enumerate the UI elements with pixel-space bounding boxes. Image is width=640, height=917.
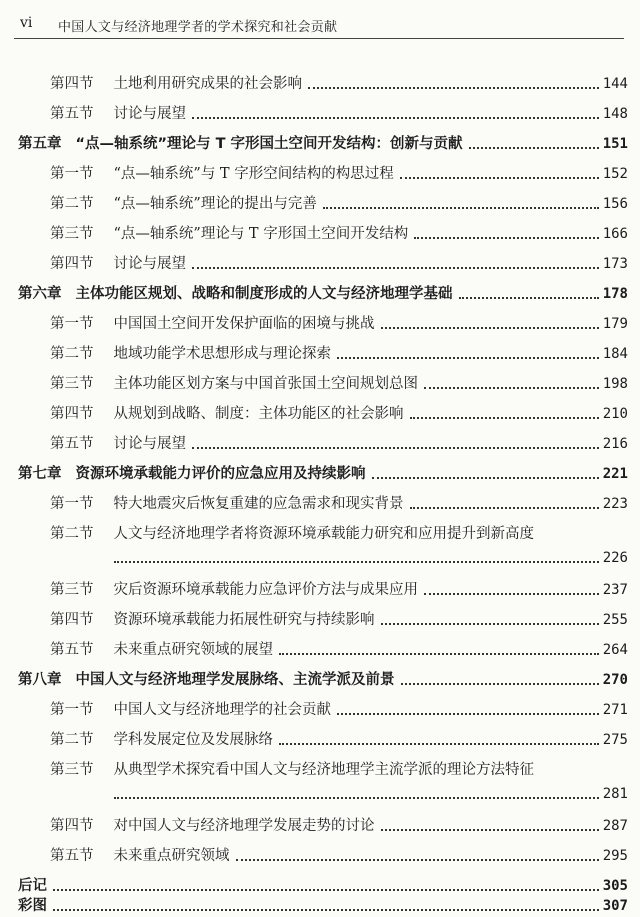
toc-entry-section (0, 842, 640, 866)
chapter-number: 第五章 (18, 136, 62, 152)
toc-entry-continuation (0, 782, 640, 804)
dot-leader (337, 713, 599, 715)
section-number: 第四节 (50, 406, 94, 422)
entry-page: 198 (602, 376, 628, 392)
toc-entry-section (0, 726, 640, 750)
entry-page: 144 (602, 76, 628, 92)
dot-leader (279, 653, 599, 655)
entry-title: 地域功能学术思想形成与理论探索 (113, 346, 331, 362)
dot-leader (308, 87, 599, 89)
dot-leader (410, 507, 599, 509)
entry-title: 特大地震灾后恢复重建的应急需求和现实背景 (113, 496, 404, 512)
entry-page: 152 (602, 166, 628, 182)
entry-page: 270 (602, 672, 628, 688)
entry-title: 讨论与展望 (113, 256, 186, 272)
entry-page: 255 (602, 612, 628, 628)
dot-leader (323, 207, 599, 209)
toc-entry-chapter (0, 666, 640, 690)
entry-title: 人文与经济地理学者将资源环境承载能力研究和应用提升到新高度 (113, 526, 534, 542)
section-number: 第一节 (50, 316, 94, 332)
entry-page: 210 (602, 406, 628, 422)
section-number: 第五节 (50, 106, 94, 122)
entry-title: 未来重点研究领域 (113, 848, 230, 864)
dot-leader (114, 797, 599, 799)
dot-leader (192, 117, 599, 119)
dot-leader (192, 447, 599, 449)
section-number: 第五节 (50, 436, 94, 452)
entry-title: “点—轴系统”与 T 字形空间结构的构思过程 (113, 166, 394, 182)
entry-page: 223 (602, 496, 628, 512)
entry-title: “点—轴系统”理论与 T 字形国土空间开发结构：创新与贡献 (75, 136, 463, 152)
entry-title: 资源环境承载能力拓展性研究与持续影响 (113, 612, 375, 628)
toc-entry-section (0, 812, 640, 836)
entry-title: 中国人文与经济地理学发展脉络、主流学派及前景 (75, 672, 395, 688)
dot-leader (381, 829, 599, 831)
toc-entry-section (0, 576, 640, 600)
dot-leader (381, 623, 599, 625)
toc-entry-section (0, 70, 640, 94)
section-number: 第二节 (50, 732, 94, 748)
entry-page: 305 (602, 878, 628, 894)
toc-entry-section (0, 430, 640, 454)
entry-title: 中国人文与经济地理学的社会贡献 (113, 702, 331, 718)
section-number: 第四节 (50, 256, 94, 272)
toc-entry-section (0, 400, 640, 424)
section-number: 第四节 (50, 818, 94, 834)
toc-entry-chapter (0, 130, 640, 154)
toc-entry-color-plates (0, 892, 640, 916)
toc-entry-section (0, 250, 640, 274)
dot-leader (372, 477, 599, 479)
entry-page: 184 (602, 346, 628, 362)
entry-page: 148 (602, 106, 628, 122)
dot-leader (337, 357, 599, 359)
entry-page: 173 (602, 256, 628, 272)
entry-title: “点—轴系统”理论的提出与完善 (113, 196, 317, 212)
entry-page: 237 (602, 582, 628, 598)
toc-entry-section (0, 606, 640, 630)
section-number: 第一节 (50, 702, 94, 718)
section-number: 第一节 (50, 166, 94, 182)
toc-entry-continuation (0, 546, 640, 568)
chapter-number: 第七章 (18, 466, 62, 482)
toc-entry-section (0, 220, 640, 244)
entry-page: 281 (602, 786, 628, 802)
section-number: 第四节 (50, 612, 94, 628)
entry-title: 中国国土空间开发保护面临的困境与挑战 (113, 316, 375, 332)
toc-entry-chapter (0, 280, 640, 304)
toc-entry-section (0, 100, 640, 124)
toc-entry-section (0, 370, 640, 394)
toc-entry-section (0, 190, 640, 214)
section-number: 第三节 (50, 582, 94, 598)
entry-page: 264 (602, 642, 628, 658)
chapter-number: 第六章 (18, 286, 62, 302)
toc-entry-section (0, 636, 640, 660)
toc-entry-section (0, 310, 640, 334)
chapter-number: 第八章 (18, 672, 62, 688)
entry-page: 221 (602, 466, 628, 482)
entry-title: 主体功能区规划、战略和制度形成的人文与经济地理学基础 (75, 286, 453, 302)
book-title: 中国人文与经济地理学者的学术探究和社会贡献 (58, 20, 338, 35)
dot-leader (414, 237, 598, 239)
entry-title: 讨论与展望 (113, 106, 186, 122)
entry-page: 216 (602, 436, 628, 452)
section-number: 第二节 (50, 526, 94, 542)
page-number-roman: vi (20, 15, 33, 31)
entry-page: 226 (602, 550, 628, 566)
dot-leader (192, 267, 599, 269)
entry-title: 灾后资源环境承载能力应急评价方法与成果应用 (113, 582, 418, 598)
toc-entry-section (0, 160, 640, 184)
dot-leader (401, 683, 599, 685)
dot-leader (459, 297, 599, 299)
toc-entry-section (0, 490, 640, 514)
dot-leader (469, 147, 599, 149)
section-number: 第四节 (50, 76, 94, 92)
toc-entry-section (0, 756, 640, 780)
entry-title: 从规划到战略、制度：主体功能区的社会影响 (113, 406, 404, 422)
section-number: 第三节 (50, 376, 94, 392)
dot-leader (381, 327, 599, 329)
entry-title: 对中国人文与经济地理学发展走势的讨论 (113, 818, 375, 834)
dot-leader (400, 177, 599, 179)
section-number: 第三节 (50, 226, 94, 242)
entry-title: “点—轴系统”理论与 T 字形国土空间开发结构 (113, 226, 409, 242)
toc-entry-chapter (0, 460, 640, 484)
entry-page: 307 (602, 898, 628, 914)
entry-page: 179 (602, 316, 628, 332)
section-number: 第一节 (50, 496, 94, 512)
entry-page: 151 (602, 136, 628, 152)
section-number: 第二节 (50, 346, 94, 362)
dot-leader (279, 743, 599, 745)
dot-leader (114, 561, 599, 563)
toc-entry-section (0, 520, 640, 544)
entry-title: 讨论与展望 (113, 436, 186, 452)
entry-title: 后记 (18, 878, 47, 894)
entry-title: 从典型学术探究看中国人文与经济地理学主流学派的理论方法特征 (113, 762, 534, 778)
entry-page: 271 (602, 702, 628, 718)
section-number: 第五节 (50, 848, 94, 864)
section-number: 第二节 (50, 196, 94, 212)
section-number: 第五节 (50, 642, 94, 658)
entry-page: 156 (602, 196, 628, 212)
toc-entry-section (0, 340, 640, 364)
entry-title: 主体功能区划方案与中国首张国土空间规划总图 (113, 376, 418, 392)
entry-page: 295 (602, 848, 628, 864)
dot-leader (424, 387, 599, 389)
dot-leader (53, 889, 599, 891)
dot-leader (410, 417, 599, 419)
toc-entry-section (0, 696, 640, 720)
entry-page: 287 (602, 818, 628, 834)
entry-page: 275 (602, 732, 628, 748)
entry-title: 彩图 (18, 898, 47, 914)
dot-leader (236, 859, 599, 861)
section-number: 第三节 (50, 762, 94, 778)
entry-title: 未来重点研究领域的展望 (113, 642, 273, 658)
dot-leader (53, 909, 599, 911)
entry-title: 学科发展定位及发展脉络 (113, 732, 273, 748)
entry-title: 土地利用研究成果的社会影响 (113, 76, 302, 92)
dot-leader (424, 593, 599, 595)
entry-page: 178 (602, 286, 628, 302)
running-header (14, 12, 624, 39)
entry-page: 166 (602, 226, 628, 242)
entry-title: 资源环境承载能力评价的应急应用及持续影响 (75, 466, 366, 482)
